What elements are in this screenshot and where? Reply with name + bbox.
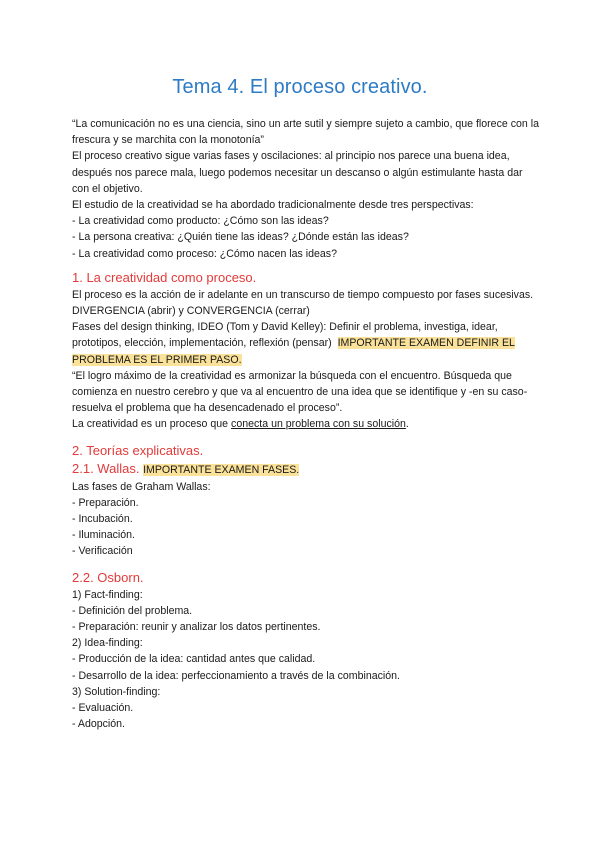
document-body — [72, 116, 540, 733]
section-paragraph: DIVERGENCIA (abrir) y CONVERGENCIA (cerrar) — [72, 305, 310, 318]
section-paragraph — [72, 319, 540, 368]
underlined-phrase: conecta un problema con su solución — [231, 418, 406, 431]
section-heading: 1. La creatividad como proceso. — [72, 269, 257, 285]
section-paragraph: El proceso es la acción de ir adelante en un transcurso de tiempo compuesto por fases sucesivas. — [72, 288, 534, 301]
design-thinking-text: Fases del design thinking, IDEO (Tom y David Kelley): Definir el problema, investiga, idear, prototipos, elección, implementación, reflexión (pensar) — [72, 321, 498, 350]
list-item: - Preparación. — [72, 496, 139, 509]
list-item: - Adopción. — [72, 718, 126, 731]
list-item: - La creatividad como producto: ¿Cómo son las ideas? — [72, 215, 329, 228]
list-item: - Verificación — [72, 545, 133, 558]
list-item: - Desarrollo de la idea: perfeccionamiento a través de la combinación. — [72, 669, 400, 682]
list-item: - La persona creativa: ¿Quién tiene las ideas? ¿Dónde están las ideas? — [72, 231, 409, 244]
subsection-heading — [72, 460, 540, 479]
list-item: - Definición del problema. — [72, 604, 193, 617]
intro-quote: “La comunicación no es una ciencia, sino un arte sutil y siempre sujeto a cambio, que florece con la frescura y se marchita con la monotonía” — [72, 118, 539, 147]
list-item: - Evaluación. — [72, 702, 134, 715]
exam-highlight: IMPORTANTE EXAMEN DEFINIR EL PROBLEMA ES EL PRIMER PASO. — [72, 337, 515, 366]
list-item: - Incubación. — [72, 513, 133, 526]
list-item: 1) Fact-finding: — [72, 588, 143, 601]
subsection-heading: 2.2. Osborn. — [72, 569, 144, 585]
intro-paragraph: El estudio de la creatividad se ha abordado tradicionalmente desde tres perspectivas: — [72, 199, 474, 212]
section-quote: “El logro máximo de la creatividad es armonizar la búsqueda con el encuentro. Búsqueda que comienza en nuestro cerebro y que va al encuentro de una idea que se identifique y -en su caso- resuelva el problema que ha desencadenado el proceso”. — [72, 369, 528, 415]
subsection-title: 2.1. Wallas. — [72, 460, 140, 476]
list-item: - Iluminación. — [72, 529, 135, 542]
list-item: - La creatividad como proceso: ¿Cómo nacen las ideas? — [72, 247, 337, 260]
exam-highlight: IMPORTANTE EXAMEN FASES. — [143, 463, 300, 476]
section-paragraph — [72, 416, 540, 432]
subsection-lead: Las fases de Graham Wallas: — [72, 480, 211, 493]
text-span: La creatividad es un proceso que — [72, 418, 232, 431]
section-heading: 2. Teorías explicativas. — [72, 442, 204, 458]
list-item: 2) Idea-finding: — [72, 637, 143, 650]
intro-paragraph: El proceso creativo sigue varias fases y oscilaciones: al principio nos parece una buena idea, después nos parece mala, luego podemos necesitar un descanso o algún estimulante hasta dar con el objetivo. — [72, 150, 523, 195]
list-item: - Producción de la idea: cantidad antes que calidad. — [72, 653, 316, 666]
list-item: 3) Solution-finding: — [72, 685, 161, 698]
list-item: - Preparación: reunir y analizar los datos pertinentes. — [72, 621, 321, 634]
page-title: Tema 4. El proceso creativo. — [172, 76, 428, 98]
text-span: . — [405, 418, 409, 431]
